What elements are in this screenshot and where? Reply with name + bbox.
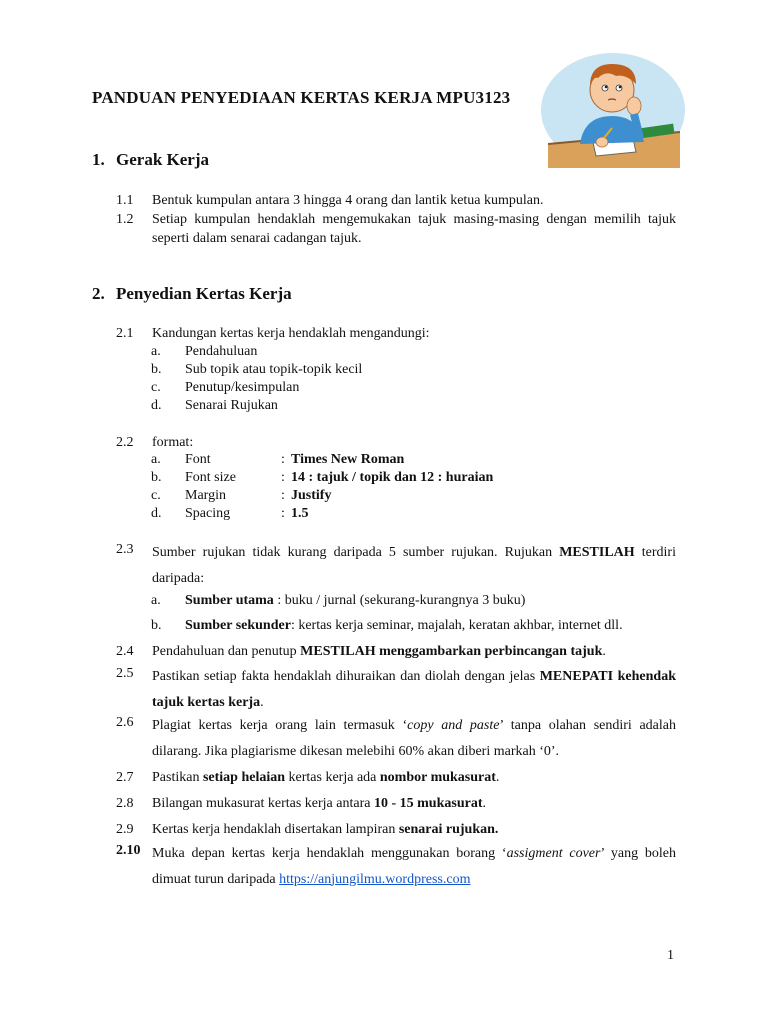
bold-text: senarai rujukan. <box>398 822 499 837</box>
format-value: 1.5 <box>291 506 309 521</box>
bold-text: Sumber sekunder <box>185 618 291 633</box>
item-number: 2.1 <box>116 326 134 341</box>
list-letter: c. <box>151 488 161 503</box>
bold-text: setiap helaian <box>202 770 286 785</box>
bold-text: 10 - 15 mukasurat <box>373 796 483 811</box>
text-run: Sumber rujukan tidak kurang daripada 5 sumber rujukan. Rujukan <box>152 545 560 560</box>
text-run: . <box>260 694 264 710</box>
item-text <box>152 794 676 813</box>
format-value: Times New Roman <box>291 452 405 467</box>
item-text <box>152 642 676 661</box>
item-number: 2.5 <box>116 666 134 681</box>
format-key: Spacing <box>185 506 231 521</box>
page-number: 1 <box>667 948 674 963</box>
text-run: Muka depan kertas kerja hendaklah menggunakan borang ‘ <box>152 846 507 861</box>
text-run: kertas kerja ada <box>285 770 380 785</box>
text-run: . <box>482 796 486 811</box>
item-text <box>152 768 676 787</box>
item-number: 2.10 <box>116 843 141 858</box>
document-title: PANDUAN PENYEDIAAN KERTAS KERJA MPU3123 <box>92 88 511 107</box>
item-number: 2.6 <box>116 715 134 730</box>
text-run: Kertas kerja hendaklah disertakan lampiran <box>152 822 399 837</box>
list-value: Pendahuluan <box>185 344 258 359</box>
section-1-number: 1. <box>92 150 105 169</box>
text-run: ’ tanpa olahan sendiri adalah dilarang. Jika plagiarisme dikesan melebihi 60% akan diberi markah ‘0’. <box>152 718 676 759</box>
text-run: Pastikan <box>152 770 203 785</box>
item-text: format: <box>152 435 194 450</box>
format-colon: : <box>281 488 285 503</box>
text-run: terdiri daripada: <box>152 545 676 586</box>
list-letter: a. <box>151 593 161 608</box>
item-number: 1.1 <box>116 193 134 208</box>
list-letter: c. <box>151 380 161 395</box>
item-text <box>152 664 676 715</box>
italic-text: assigment cover <box>506 846 601 861</box>
text-run: Plagiat kertas kerja orang lain termasuk ‘ <box>152 718 408 733</box>
list-letter: d. <box>151 398 162 413</box>
list-letter: d. <box>151 506 162 521</box>
format-value: 14 : tajuk / topik dan 12 : huraian <box>291 470 494 485</box>
format-colon: : <box>281 470 285 485</box>
section-2-title: Penyedian Kertas Kerja <box>116 284 292 303</box>
item-number: 2.8 <box>116 796 134 811</box>
text-run: : buku / jurnal (sekurang-kurangnya 3 buku) <box>273 593 526 608</box>
section-1-title: Gerak Kerja <box>116 150 209 169</box>
italic-text: copy and paste <box>407 718 500 733</box>
list-value: Sub topik atau topik-topik kecil <box>185 362 363 377</box>
text-run: ’ yang boleh dimuat turun daripada <box>152 846 676 887</box>
boy-thinking-illustration <box>540 52 686 168</box>
item-number: 1.2 <box>116 212 134 227</box>
list-letter: b. <box>151 618 162 633</box>
item-number: 2.9 <box>116 822 134 837</box>
format-key: Margin <box>185 488 226 503</box>
text-run: . <box>602 644 606 659</box>
item-number: 2.7 <box>116 770 134 785</box>
bold-text: MENEPATI kehendak tajuk kertas kerja <box>152 669 676 710</box>
item-text <box>152 713 676 764</box>
list-value: Penutup/kesimpulan <box>185 380 300 395</box>
bold-text: Sumber utama <box>185 593 274 608</box>
list-letter: b. <box>151 362 162 377</box>
text-run: Pastikan setiap fakta hendaklah dihuraikan dan diolah dengan jelas <box>152 669 540 684</box>
item-text <box>152 540 676 591</box>
list-letter: a. <box>151 344 161 359</box>
bold-text: MESTILAH <box>559 545 635 560</box>
format-colon: : <box>281 506 285 521</box>
list-value: Senarai Rujukan <box>185 398 278 413</box>
text-run: . <box>495 770 500 785</box>
item-text <box>152 820 676 839</box>
item-number: 2.4 <box>116 644 134 659</box>
format-value: Justify <box>291 488 332 503</box>
format-key: Font size <box>185 470 236 485</box>
item-number: 2.2 <box>116 435 134 450</box>
item-text <box>152 841 676 892</box>
item-text: Kandungan kertas kerja hendaklah mengandungi: <box>152 326 430 341</box>
item-text: Setiap kumpulan hendaklah mengemukakan tajuk masing-masing dengan memilih tajuk seperti dalam senarai cadangan tajuk. <box>152 212 676 246</box>
format-colon: : <box>281 452 285 467</box>
bold-text: MESTILAH menggambarkan perbincangan tajuk <box>300 644 603 659</box>
download-link[interactable]: https://anjungilmu.wordpress.com <box>279 871 471 887</box>
bold-text: nombor mukasurat <box>379 770 496 785</box>
section-2-number: 2. <box>92 284 105 303</box>
item-number: 2.3 <box>116 542 134 557</box>
section-1-heading <box>92 150 209 170</box>
list-letter: b. <box>151 470 162 485</box>
text-run: Pendahuluan dan penutup <box>152 644 301 659</box>
text-run: Bilangan mukasurat kertas kerja antara <box>152 796 374 811</box>
section-2-heading <box>92 284 292 304</box>
format-key: Font <box>185 452 211 467</box>
item-text: Bentuk kumpulan antara 3 hingga 4 orang dan lantik ketua kumpulan. <box>152 193 544 208</box>
text-run: : kertas kerja seminar, majalah, keratan akhbar, internet dll. <box>290 618 623 633</box>
list-letter: a. <box>151 452 161 467</box>
